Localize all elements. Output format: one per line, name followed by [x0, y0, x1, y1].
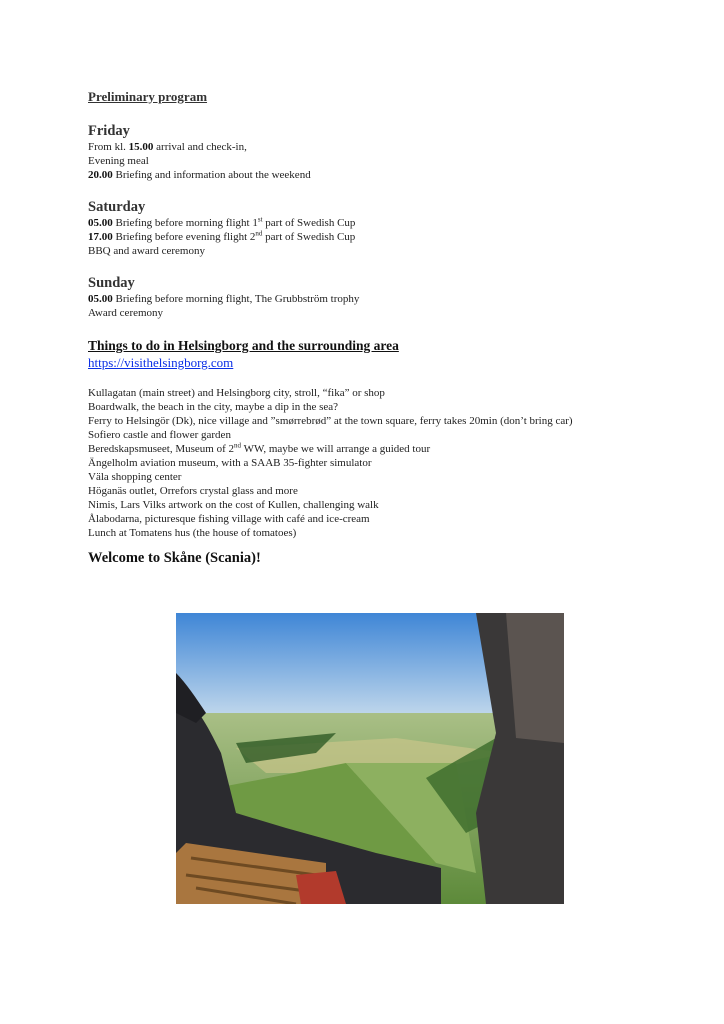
program-heading: Preliminary program: [88, 89, 208, 104]
saturday-title: Saturday: [88, 199, 146, 215]
museum-text-end: WW, maybe we will arrange a guided tour: [241, 443, 431, 455]
sunday-line-1-text: Briefing before morning flight, The Grubbström trophy: [112, 293, 360, 305]
saturday-line-2-text: Briefing before evening flight 2: [112, 231, 256, 243]
friday-line-1-text: arrival and check-in,: [153, 141, 247, 153]
sunday-time-1: 05.00: [88, 293, 113, 305]
document-content: [88, 89, 688, 567]
sunday-line-2: Award ceremony: [88, 307, 164, 319]
museum-text: Beredskapsmuseet, Museum of 2: [88, 443, 235, 455]
ordinal-suffix: st: [257, 215, 263, 224]
list-item: Höganäs outlet, Orrefors crystal glass and more: [88, 485, 298, 497]
sunday-line-1: [88, 292, 688, 306]
saturday-line-3: BBQ and award ceremony: [88, 245, 205, 257]
saturday-line-1: [88, 216, 688, 230]
list-item: Sofiero castle and flower garden: [88, 429, 231, 441]
friday-line-3-text: Briefing and information about the weekend: [112, 169, 311, 181]
things-list: [88, 386, 688, 540]
friday-time-1: 15.00: [128, 141, 154, 153]
visit-helsingborg-link[interactable]: https://visithelsingborg.com: [88, 355, 234, 370]
things-heading: Things to do in Helsingborg and the surrounding area: [88, 338, 399, 353]
welcome-text: Welcome to Skåne (Scania)!: [88, 550, 261, 566]
friday-line-1: [88, 140, 688, 154]
saturday-line-1-text: Briefing before morning flight 1: [112, 217, 258, 229]
friday-title: Friday: [88, 123, 130, 139]
list-item: Ferry to Helsingör (Dk), nice village and ”smørrebrød” at the town square, ferry takes 20min (don’t bring car): [88, 415, 573, 427]
list-item: Ängelholm aviation museum, with a SAAB 35-fighter simulator: [88, 457, 372, 469]
list-item: Väla shopping center: [88, 471, 182, 483]
list-item: Lunch at Tomatens hus (the house of tomatoes): [88, 527, 297, 539]
balloon-aerial-photo: [176, 613, 564, 904]
friday-line-2: Evening meal: [88, 155, 149, 167]
friday-line-1-prefix: From kl.: [88, 141, 129, 153]
list-item: Boardwalk, the beach in the city, maybe a dip in the sea?: [88, 401, 339, 413]
saturday-line-2: [88, 230, 688, 244]
saturday-line-1-text-end: part of Swedish Cup: [262, 217, 356, 229]
list-item: Ålabodarna, picturesque fishing village with café and ice-cream: [88, 513, 370, 525]
ordinal-suffix: nd: [234, 441, 242, 450]
saturday-time-2: 17.00: [88, 231, 113, 243]
friday-line-3: [88, 168, 688, 182]
list-item: Kullagatan (main street) and Helsingborg city, stroll, “fika” or shop: [88, 387, 385, 399]
balloon-aerial-photo-graphic: [176, 613, 564, 904]
saturday-time-1: 05.00: [88, 217, 113, 229]
list-item: [88, 442, 688, 456]
saturday-line-2-text-end: part of Swedish Cup: [262, 231, 356, 243]
list-item: Nimis, Lars Vilks artwork on the cost of Kullen, challenging walk: [88, 499, 379, 511]
friday-time-3: 20.00: [88, 169, 113, 181]
sunday-title: Sunday: [88, 275, 135, 291]
ordinal-suffix: nd: [255, 229, 263, 238]
